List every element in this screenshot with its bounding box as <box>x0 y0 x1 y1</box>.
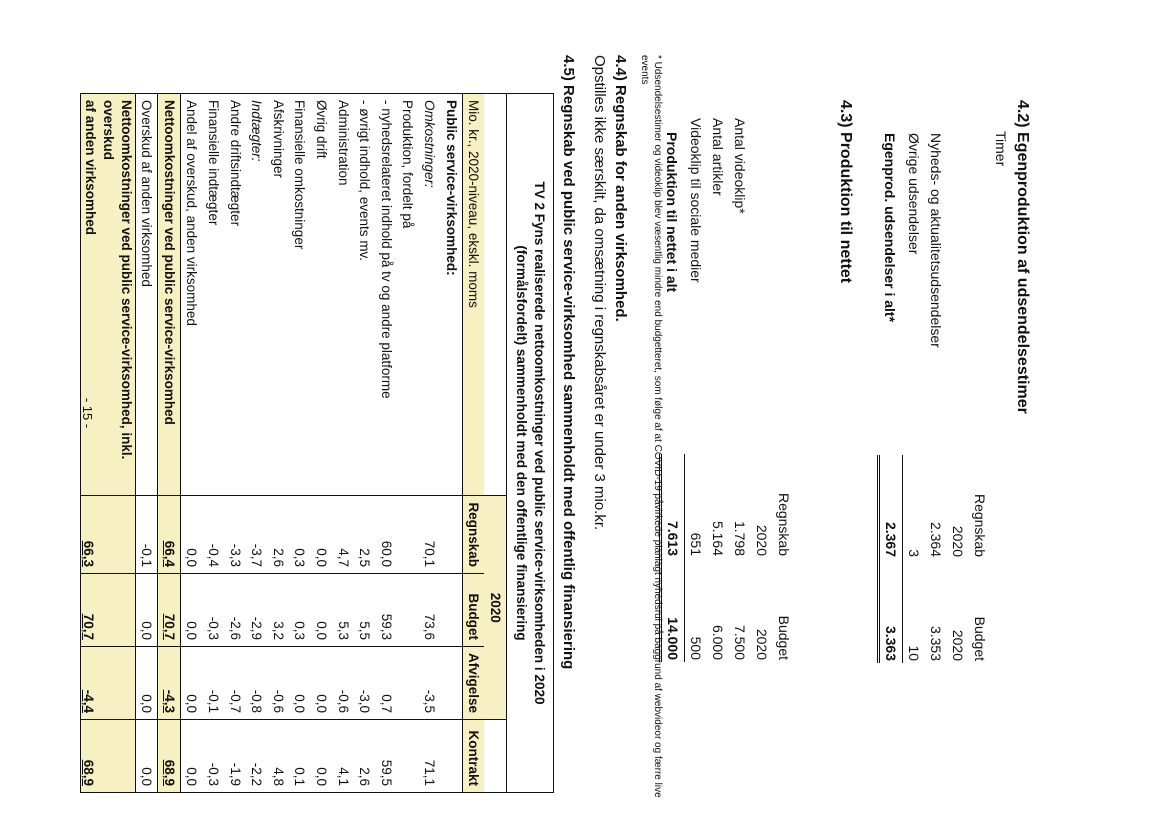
table-header-row <box>773 116 795 662</box>
cell: -3,3 <box>224 496 246 574</box>
table-row <box>246 94 268 793</box>
cell: 3.353 <box>928 625 944 661</box>
cell: 10 <box>903 559 926 663</box>
cell: 3.363 <box>879 559 903 663</box>
cell: -0,3 <box>203 573 225 646</box>
col-header-budget: Budget <box>462 573 484 646</box>
table-row <box>158 94 181 793</box>
financing-table <box>80 93 554 793</box>
cell: 0,0 <box>311 720 333 793</box>
unit-label: Timer <box>993 131 1009 167</box>
table-caption-row <box>507 94 554 793</box>
cell: 73,6 <box>419 573 441 646</box>
cell: -0,4 <box>203 496 225 574</box>
cell: -3,0 <box>354 646 376 719</box>
row-label: Overskud af anden virksomhed <box>139 100 155 287</box>
cell: 0,7 <box>375 646 397 719</box>
table-row <box>419 94 441 793</box>
cell: 70,1 <box>419 496 441 574</box>
section-4-3-heading: 4.3) Produktion til nettet <box>837 100 854 284</box>
row-label: Egenprod. udsendelser i alt* <box>882 133 899 323</box>
cell: 70,7 <box>158 573 181 646</box>
col-header-regnskab: Regnskab <box>462 496 484 574</box>
cell <box>397 646 419 719</box>
row-label: Indtægter: <box>249 100 265 162</box>
cell <box>440 573 462 646</box>
cell <box>397 720 419 793</box>
table-row <box>311 94 333 793</box>
year-header: 2020 <box>484 496 506 720</box>
unit-label: Mio. kr., 2020-niveau, ekskl. moms <box>462 94 484 496</box>
cell: 2,6 <box>354 720 376 793</box>
cell: 5,5 <box>354 573 376 646</box>
row-label: Administration <box>335 100 351 186</box>
col-header-afvigelse: Afvigelse <box>462 646 484 719</box>
cell: -1,9 <box>224 720 246 793</box>
table-row <box>685 116 708 662</box>
table-caption-line-1: TV 2 Fyns realiserede nettoomkostninger ved public service-virksomheden i 2020 <box>532 181 547 705</box>
col-header: Budget <box>776 615 792 660</box>
table-header-row <box>751 116 773 662</box>
cell <box>397 496 419 574</box>
cell <box>397 573 419 646</box>
row-label: Produktion, fordelt på <box>400 100 416 229</box>
cell: 4,1 <box>332 720 354 793</box>
col-header: 2020 <box>754 628 770 660</box>
col-header: Regnskab <box>776 492 792 556</box>
cell: -3,5 <box>419 646 441 719</box>
row-label: Øvrige udsendelser <box>905 133 922 255</box>
cell: 6.000 <box>710 624 726 660</box>
cell: 0,3 <box>289 496 311 574</box>
row-label: Produktion til nettet i alt <box>664 132 681 293</box>
page-number: - 15 - <box>80 397 95 429</box>
table-row <box>181 94 203 793</box>
cell: 14.000 <box>661 558 685 662</box>
table-row <box>397 94 419 793</box>
table-caption-line-2: (formålsfordelt) sammenholdt med den offentlige finansiering <box>514 245 529 641</box>
row-label: Omkostninger: <box>421 100 437 188</box>
section-4-2-heading: 4.2) Egenproduktion af udsendelsestimer <box>1014 100 1031 414</box>
cell: 59,3 <box>375 573 397 646</box>
cell: -0,7 <box>224 646 246 719</box>
row-label: Finansielle indtægter <box>205 100 221 226</box>
cell: 70,7 <box>80 573 135 646</box>
col-header-kontrakt: Kontrakt <box>462 720 484 793</box>
cell: 4,8 <box>267 720 289 793</box>
cell <box>440 496 462 574</box>
table-header-row <box>462 94 484 793</box>
col-header: Budget <box>972 616 988 661</box>
table-row <box>224 94 246 793</box>
cell: 7.613 <box>661 454 685 558</box>
col-header: 2020 <box>754 524 770 556</box>
table-row <box>729 116 751 662</box>
cell: 68,9 <box>158 720 181 793</box>
row-label: Public service-virksomhed: <box>443 100 459 276</box>
row-label: Andel af overskud, anden virksomhed <box>184 100 200 326</box>
table-row <box>375 94 397 793</box>
year-row <box>484 94 506 793</box>
row-label: - nyhedsrelateret indhold på tv og andre platforme <box>378 100 394 399</box>
cell: -0,3 <box>203 720 225 793</box>
table-row <box>289 94 311 793</box>
cell: -0,1 <box>135 496 158 574</box>
table-header-row <box>969 131 991 663</box>
row-label: Øvrig drift <box>313 100 329 159</box>
cell: 500 <box>685 558 708 662</box>
cell: 71,1 <box>419 720 441 793</box>
col-header: Regnskab <box>972 493 988 557</box>
footnote: * Udsendelsestimer og videoklip blev væsentlig mindre end budgetteret, som følge af at COVID-19 påvirkede planlagt nyhedsrul på baggrund af webvideor og færre live events <box>639 55 663 798</box>
table-row <box>440 94 462 793</box>
cell: -2,2 <box>246 720 268 793</box>
final-total-label-1: Nettoomkostninger ved public service-virksomhed, inkl. overskud <box>100 100 134 460</box>
row-label: Videoklip til sociale medier <box>687 118 704 283</box>
table-row <box>135 94 158 793</box>
cell: 0,0 <box>135 646 158 719</box>
row-label: Finansielle omkostninger <box>292 100 308 250</box>
cell: -2,9 <box>246 573 268 646</box>
section-4-4-heading: 4.4) Regnskab for anden virksomhed. <box>612 55 629 322</box>
cell: -0,8 <box>246 646 268 719</box>
cell <box>440 646 462 719</box>
table-header-row <box>947 131 969 663</box>
cell: -0,6 <box>332 646 354 719</box>
cell: 3,2 <box>267 573 289 646</box>
cell: -4,3 <box>158 646 181 719</box>
cell: 0,0 <box>181 720 203 793</box>
row-label: Antal artikler <box>710 118 726 196</box>
cell: 3 <box>903 455 926 559</box>
table-4-3 <box>659 116 795 662</box>
cell: 59,5 <box>375 720 397 793</box>
cell: 68,9 <box>80 720 135 793</box>
cell: 0,0 <box>135 720 158 793</box>
table-body <box>135 94 462 793</box>
cell <box>440 720 462 793</box>
row-label: Nettoomkostninger ved public service-virksomhed <box>158 94 181 496</box>
table-row <box>332 94 354 793</box>
cell: -4,4 <box>80 646 135 719</box>
cell: 0,0 <box>181 646 203 719</box>
cell: 66,4 <box>158 496 181 574</box>
cell: 0,0 <box>311 496 333 574</box>
col-header: 2020 <box>950 525 966 557</box>
cell: 651 <box>685 454 708 558</box>
row-label: Nyheds- og aktualitetsudsendelser <box>928 133 944 348</box>
table-row <box>267 94 289 793</box>
table-row <box>354 94 376 793</box>
row-label: Antal videoklip* <box>732 118 748 214</box>
cell: 2,6 <box>267 496 289 574</box>
cell: -0,1 <box>203 646 225 719</box>
table-row <box>203 94 225 793</box>
total-row <box>661 116 685 662</box>
section-4-5-heading: 4.5) Regnskab ved public service-virksomhed sammenholdt med offentlig finansiering <box>560 55 577 670</box>
final-total-label-2: af anden virksomhed <box>82 100 98 236</box>
cell: 60,0 <box>375 496 397 574</box>
cell: 7.500 <box>732 624 748 660</box>
row-label: Andre driftsindtægter <box>227 100 243 227</box>
cell: -0,6 <box>267 646 289 719</box>
cell: 0,0 <box>289 646 311 719</box>
cell: 0,1 <box>289 720 311 793</box>
table-row <box>707 116 729 662</box>
table-row <box>903 131 926 663</box>
cell: 5.164 <box>710 520 726 556</box>
cell: 2.364 <box>928 521 944 557</box>
col-header: 2020 <box>950 629 966 661</box>
table-row <box>925 131 947 663</box>
row-label: Afskrivninger <box>270 100 286 179</box>
cell: 0,0 <box>181 496 203 574</box>
cell: 66,3 <box>80 496 135 574</box>
cell: 2.367 <box>879 455 903 559</box>
cell: -3,7 <box>246 496 268 574</box>
table-4-2 <box>877 131 991 663</box>
cell: 0,0 <box>181 573 203 646</box>
cell: 0,0 <box>311 573 333 646</box>
cell: 1.798 <box>732 520 748 556</box>
row-label: - øvrigt indhold, events mv. <box>357 100 373 262</box>
cell: 5,3 <box>332 573 354 646</box>
cell: -2,6 <box>224 573 246 646</box>
cell: 4,7 <box>332 496 354 574</box>
cell: 0,0 <box>135 573 158 646</box>
cell: 0,3 <box>289 573 311 646</box>
cell: 2,5 <box>354 496 376 574</box>
cell: 0,0 <box>311 646 333 719</box>
total-row <box>879 131 903 663</box>
section-4-4-text: Opstilles ikke særskilt, da omsætning i regnskabsåret er under 3 mio.kr. <box>591 55 608 531</box>
